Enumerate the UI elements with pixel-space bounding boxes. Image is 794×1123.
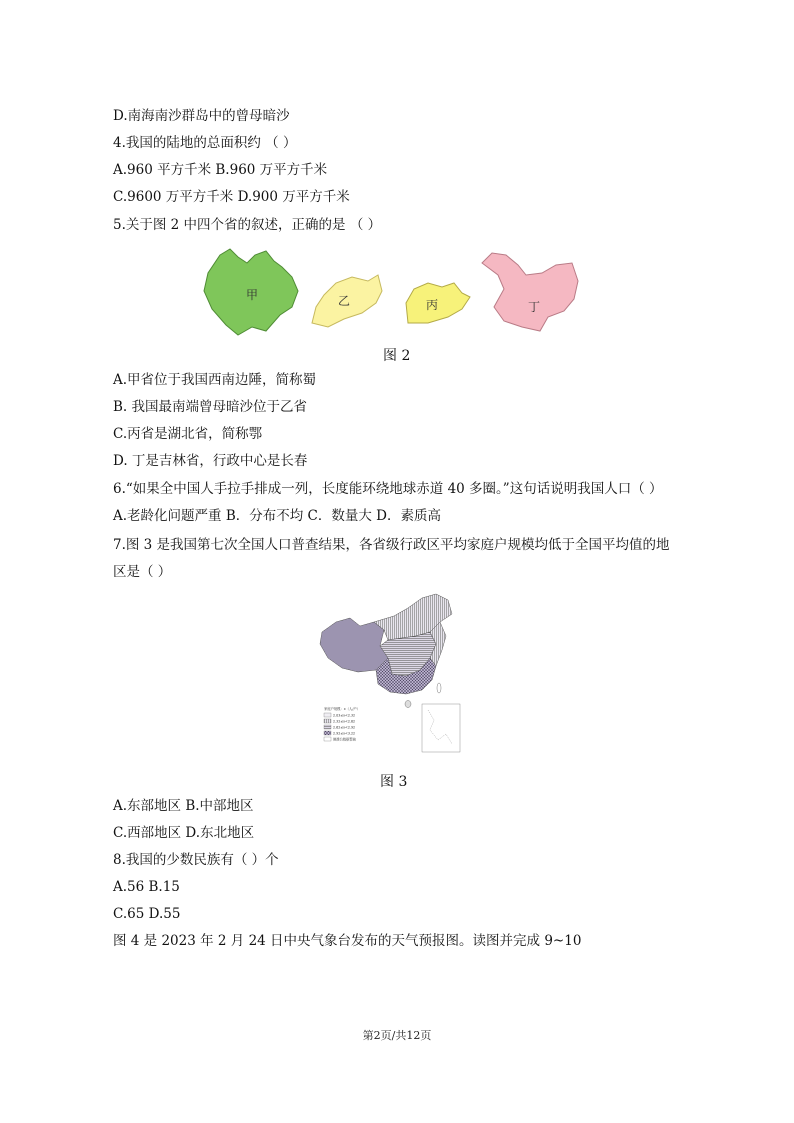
q4-options-row2: C.9600 万平方千米 D.900 万平方千米 (113, 189, 350, 205)
q7-options-row2: C.西部地区 D.东北地区 (113, 825, 255, 841)
hainan-island (405, 701, 411, 708)
legend-item-5: 港澳台数据暂缺 (333, 737, 357, 742)
province-jia-label: 甲 (246, 288, 259, 302)
south-china-sea-inset (422, 704, 460, 752)
figure-3-china-household-map (318, 592, 468, 762)
q5-option-d: D. 丁是吉林省，行政中心是长春 (113, 453, 308, 469)
q6-stem: 6.“如果全中国人手拉手排成一列，长度能环绕地球赤道 40 多圈。”这句话说明我国人口（ ） (113, 481, 663, 497)
legend-item-2: 2.32≤x<2.62 (333, 719, 356, 724)
taiwan-island (437, 683, 441, 693)
province-ding-label: 丁 (528, 300, 541, 314)
q4-stem: 4.我国的陆地的总面积约 （ ） (113, 135, 297, 151)
figure-3-caption: 图 3 (380, 774, 408, 790)
q5-option-b: B. 我国最南端曾母暗沙位于乙省 (113, 399, 308, 415)
province-yi-label: 乙 (338, 294, 351, 308)
q8-stem: 8.我国的少数民族有（ ）个 (113, 852, 279, 868)
legend-item-3: 2.62≤x<2.92 (333, 725, 356, 730)
legend-item-4: 2.92≤x<3.22 (333, 731, 356, 736)
q5-option-c: C.丙省是湖北省，简称鄂 (113, 426, 263, 442)
q6-options: A.老龄化问题严重 B．分布不均 C．数量大 D．素质高 (113, 508, 441, 524)
q8-options-row2: C.65 D.55 (113, 906, 181, 922)
q7-stem-line1: 7.图 3 是我国第七次全国人口普查结果，各省级行政区平均家庭户规模均低于全国平均值的地 (113, 537, 670, 553)
q9-10-intro: 图 4 是 2023 年 2 月 24 日中央气象台发布的天气预报图。读图并完成 9~10 (113, 933, 582, 949)
legend-title: 家庭户规模：x（人/户） (324, 707, 361, 711)
q5-option-a: A.甲省位于我国西南边陲，简称蜀 (113, 372, 317, 388)
q7-stem-line2: 区是（ ） (113, 564, 172, 580)
q8-options-row1: A.56 B.15 (113, 879, 180, 895)
figure-2-province-shapes (200, 247, 590, 339)
province-ding-shape (482, 253, 578, 331)
province-bing-label: 丙 (426, 298, 439, 312)
page-footer: 第2页/共12页 (362, 1029, 432, 1042)
figure-2-caption: 图 2 (383, 348, 411, 364)
q7-options-row1: A.东部地区 B.中部地区 (113, 798, 254, 814)
legend-item-1: 2.03≤x<2.32 (333, 713, 356, 718)
q5-stem: 5.关于图 2 中四个省的叙述，正确的是 （ ） (113, 217, 382, 233)
q3-option-d: D.南海南沙群岛中的曾母暗沙 (113, 108, 290, 124)
q4-options-row1: A.960 平方千米 B.960 万平方千米 (113, 162, 328, 178)
